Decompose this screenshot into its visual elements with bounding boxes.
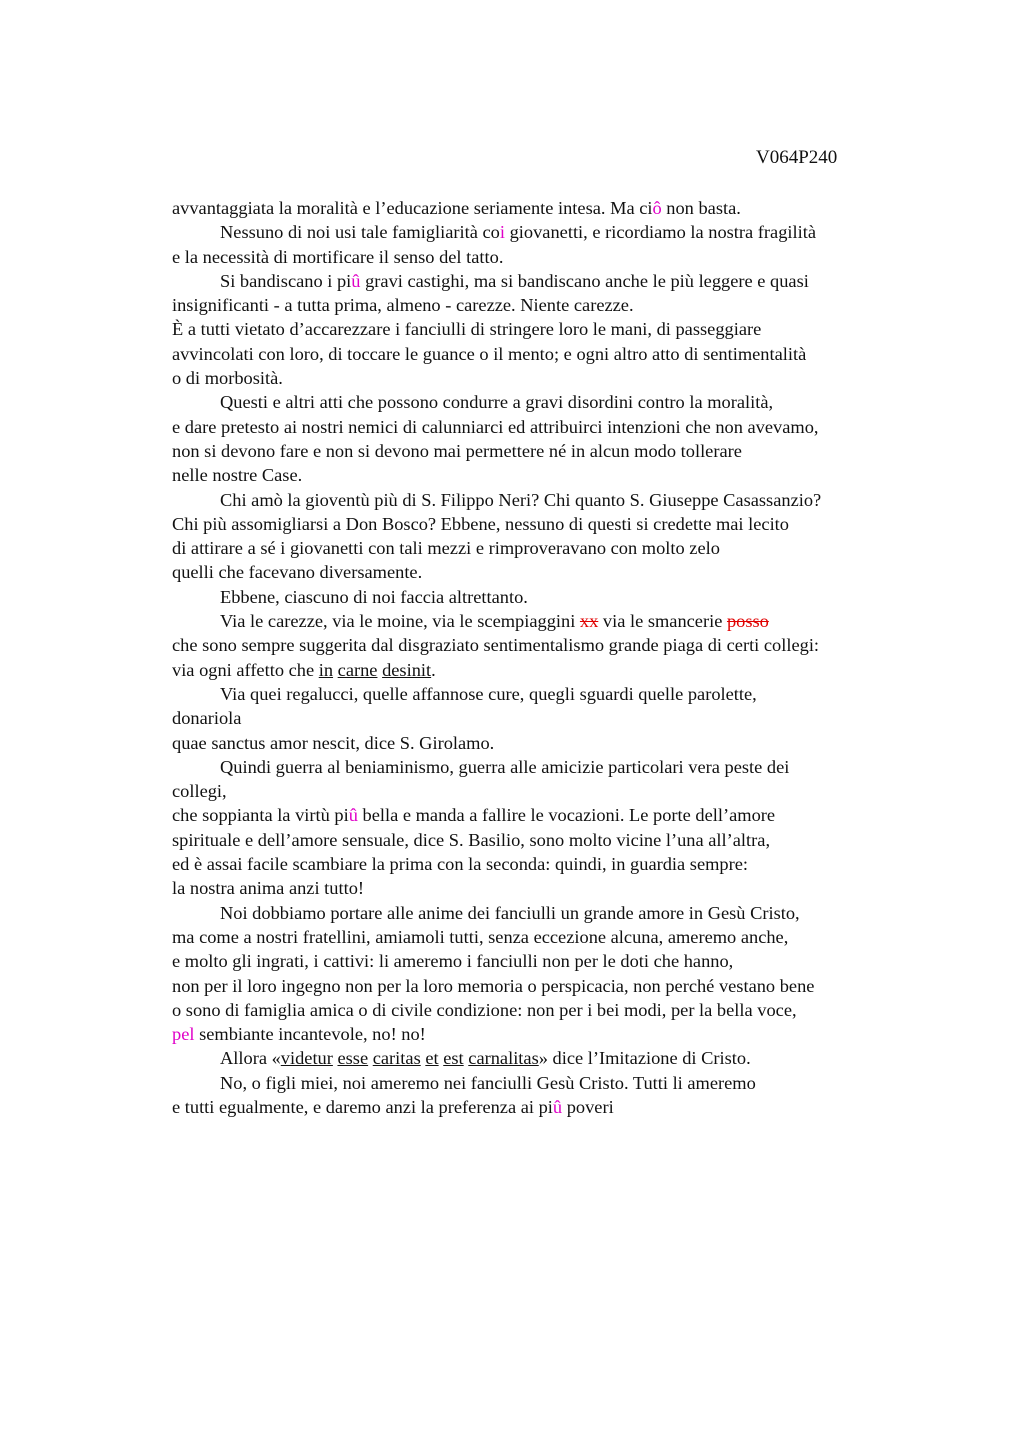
text-segment: Quindi guerra al beniaminismo, guerra alle amicizie particolari vera peste dei	[220, 756, 790, 777]
text-segment: non si devono fare e non si devono mai permettere né in alcun modo tollerare	[172, 440, 742, 461]
text-line	[172, 949, 932, 973]
text-line	[172, 755, 932, 779]
text-segment: o sono di famiglia amica o di civile condizione: non per i bei modi, per la bella voce,	[172, 999, 797, 1020]
text-line	[172, 803, 932, 827]
text-segment: Via quei regalucci, quelle affannose cure, quegli sguardi quelle parolette,	[220, 683, 757, 704]
text-segment: No, o figli miei, noi ameremo nei fanciulli Gesù Cristo. Tutti li ameremo	[220, 1072, 756, 1093]
text-segment: che soppianta la virtù pi	[172, 805, 349, 826]
text-line	[172, 706, 932, 730]
text-line	[172, 366, 932, 390]
underlined-word: esse	[337, 1048, 369, 1069]
text-line	[172, 390, 932, 414]
text-line	[172, 536, 932, 560]
text-segment: che sono sempre suggerita dal disgraziato sentimentalismo grande piaga di certi collegi:	[172, 635, 820, 656]
text-line	[172, 488, 932, 512]
text-segment: poveri	[562, 1096, 614, 1117]
underlined-word: in	[318, 659, 334, 680]
text-line	[172, 1095, 932, 1119]
struck-out-text: xx	[579, 611, 599, 632]
underlined-word: caritas	[372, 1048, 421, 1069]
text-line	[172, 293, 932, 317]
text-line	[172, 196, 932, 220]
struck-out-text: posso	[726, 611, 769, 632]
text-line	[172, 439, 932, 463]
text-line	[172, 633, 932, 657]
text-segment: spirituale e dell’amore sensuale, dice S. Basilio, sono molto vicine l’una all’altra,	[172, 829, 771, 850]
text-segment: ed è assai facile scambiare la prima con la seconda: quindi, in guardia sempre:	[172, 854, 749, 875]
text-line	[172, 1046, 932, 1070]
highlighted-correction: i	[499, 222, 506, 243]
text-line	[172, 512, 932, 536]
text-line	[172, 463, 932, 487]
text-line	[172, 560, 932, 584]
text-line	[172, 779, 932, 803]
text-segment: o di morbosità.	[172, 368, 283, 389]
text-line	[172, 682, 932, 706]
text-line	[172, 269, 932, 293]
text-segment: giovanetti, e ricordiamo la nostra fragilità	[505, 222, 817, 243]
text-segment: » dice l’Imitazione di Cristo.	[538, 1048, 751, 1069]
underlined-word: carnalitas	[468, 1048, 539, 1069]
text-line	[172, 220, 932, 244]
text-line	[172, 828, 932, 852]
underlined-word: videtur	[280, 1048, 333, 1069]
text-segment: e la necessità di mortificare il senso del tatto.	[172, 246, 504, 267]
highlighted-correction: pel	[172, 1024, 195, 1045]
highlighted-correction: û	[348, 805, 358, 826]
page-identifier: V064P240	[756, 147, 838, 168]
text-segment: la nostra anima anzi tutto!	[172, 878, 365, 899]
text-line	[172, 998, 932, 1022]
highlighted-correction: û	[552, 1096, 563, 1117]
text-line	[172, 658, 932, 682]
text-line	[172, 1071, 932, 1095]
text-segment: Allora «	[220, 1048, 281, 1069]
text-segment: Noi dobbiamo portare alle anime dei fanciulli un grande amore in Gesù Cristo,	[220, 902, 800, 923]
text-segment: È a tutti vietato d’accarezzare i fanciulli di stringere loro le mani, di passeggiare	[172, 319, 762, 340]
text-line	[172, 317, 932, 341]
text-line	[172, 974, 932, 998]
underlined-word: desinit	[382, 659, 432, 680]
text-segment: Questi e altri atti che possono condurre a gravi disordini contro la moralità,	[220, 392, 774, 413]
text-line	[172, 852, 932, 876]
text-segment: collegi,	[172, 781, 227, 802]
text-segment: non per il loro ingegno non per la loro memoria o perspicacia, non perché vestano bene	[172, 975, 815, 996]
text-segment: sembiante incantevole, no! no!	[194, 1024, 426, 1045]
text-segment: donariola	[172, 708, 242, 729]
text-line	[172, 245, 932, 269]
text-segment: .	[431, 659, 436, 680]
text-segment: Chi più assomigliarsi a Don Bosco? Ebbene, nessuno di questi si credette mai lecito	[172, 513, 789, 534]
highlighted-correction: û	[351, 270, 361, 291]
text-segment: Nessuno di noi usi tale famigliarità co	[220, 222, 500, 243]
text-segment: ma come a nostri fratellini, amiamoli tutti, senza eccezione alcuna, ameremo anche,	[172, 926, 789, 947]
text-line	[172, 342, 932, 366]
underlined-word: est	[443, 1048, 464, 1069]
text-segment: quelli che facevano diversamente.	[172, 562, 423, 583]
text-segment: via le smancerie	[598, 611, 727, 632]
text-segment: insignificanti - a tutta prima, almeno - carezze. Niente carezze.	[172, 295, 634, 316]
text-segment: avvincolati con loro, di toccare le guance o il mento; e ogni altro atto di sentimentalità	[172, 343, 807, 364]
text-line	[172, 585, 932, 609]
text-segment: non basta.	[661, 198, 741, 218]
text-segment: e dare pretesto ai nostri nemici di calunniarci ed attribuirci intenzioni che non avevamo,	[172, 416, 819, 437]
text-segment: Ebbene, ciascuno di noi faccia altrettanto.	[220, 586, 528, 607]
text-line	[172, 731, 932, 755]
text-segment: nelle nostre Case.	[172, 465, 303, 486]
underlined-word: et	[425, 1048, 439, 1069]
text-line	[172, 925, 932, 949]
text-segment: quae sanctus amor nescit, dice S. Girolamo.	[172, 732, 495, 753]
text-line	[172, 1022, 932, 1046]
text-line	[172, 609, 932, 633]
highlighted-correction: ô	[652, 198, 662, 218]
underlined-word: carne	[337, 659, 378, 680]
text-segment: via ogni affetto che	[172, 659, 319, 680]
text-segment: di attirare a sé i giovanetti con tali mezzi e rimproveravano con molto zelo	[172, 538, 720, 559]
text-segment: e tutti egualmente, e daremo anzi la preferenza ai pi	[172, 1096, 553, 1117]
text-line	[172, 876, 932, 900]
text-segment: gravi castighi, ma si bandiscano anche le più leggere e quasi	[360, 270, 809, 291]
text-segment: bella e manda a fallire le vocazioni. Le porte dell’amore	[357, 805, 776, 826]
text-line	[172, 415, 932, 439]
text-segment: Via le carezze, via le moine, via le scempiaggini	[220, 611, 580, 632]
text-line	[172, 901, 932, 925]
text-segment: Si bandiscano i pi	[220, 270, 352, 291]
text-segment: avvantaggiata la moralità e l’educazione seriamente intesa. Ma ci	[172, 198, 653, 218]
text-segment: Chi amò la gioventù più di S. Filippo Neri? Chi quanto S. Giuseppe Casassanzio?	[220, 489, 822, 510]
text-segment: e molto gli ingrati, i cattivi: li ameremo i fanciulli non per le doti che hanno,	[172, 951, 734, 972]
document-body	[172, 196, 932, 1119]
